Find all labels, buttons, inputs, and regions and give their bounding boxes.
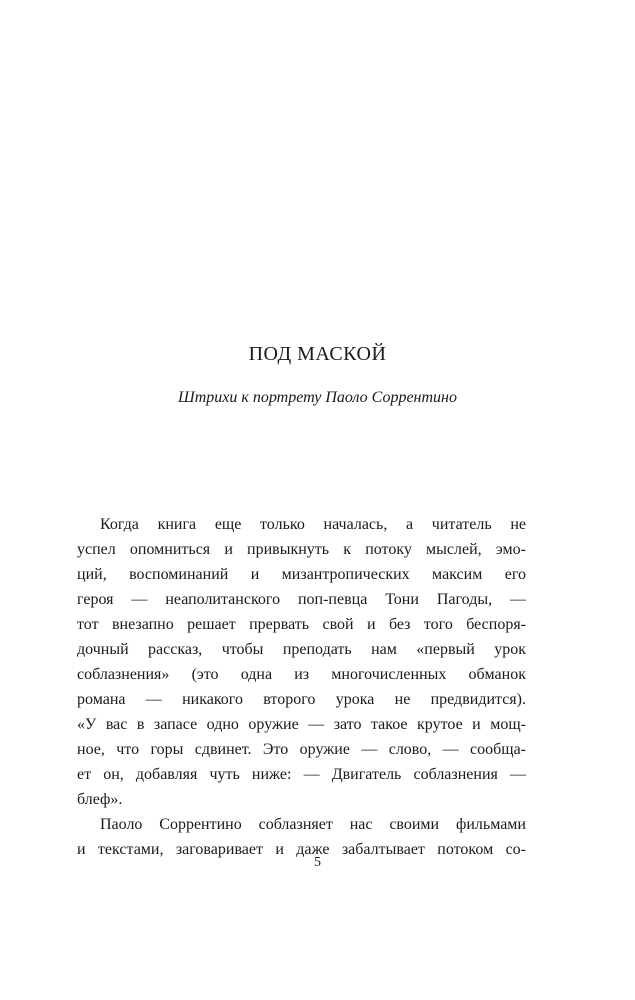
- body-text: [77, 512, 526, 862]
- text-line: ное, что горы сдвинет. Это оружие — слово, — сообща-: [77, 741, 526, 758]
- text-line: блеф».: [77, 791, 123, 808]
- text-line: и текстами, заговаривает и даже забалтывает потоком со-: [77, 841, 526, 858]
- text-line: соблазнения» (это одна из многочисленных обманок: [77, 666, 526, 683]
- text-line: дочный рассказ, чтобы преподать нам «первый урок: [77, 641, 526, 658]
- text-line: успел опомниться и привыкнуть к потоку мыслей, эмо-: [77, 541, 526, 558]
- page-number: 5: [314, 855, 321, 870]
- text-line: Паоло Соррентино соблазняет нас своими фильмами: [100, 816, 526, 833]
- chapter-title: ПОД МАСКОЙ: [248, 343, 387, 365]
- text-line: «У вас в запасе одно оружие — зато такое крутое и мощ-: [77, 716, 526, 733]
- text-line: Когда книга еще только началась, а читатель не: [100, 516, 526, 533]
- text-line: романа — никакого второго урока не предвидится).: [77, 691, 526, 708]
- text-line: ций, воспоминаний и мизантропических максим его: [77, 566, 526, 583]
- chapter-subtitle: Штрихи к портрету Паоло Соррентино: [178, 389, 457, 406]
- text-line: тот внезапно решает прервать свой и без того беспоря-: [77, 616, 526, 633]
- text-line: героя — неаполитанского поп-певца Тони Пагоды, —: [77, 591, 526, 608]
- text-line: ет он, добавляя чуть ниже: — Двигатель соблазнения —: [77, 766, 526, 783]
